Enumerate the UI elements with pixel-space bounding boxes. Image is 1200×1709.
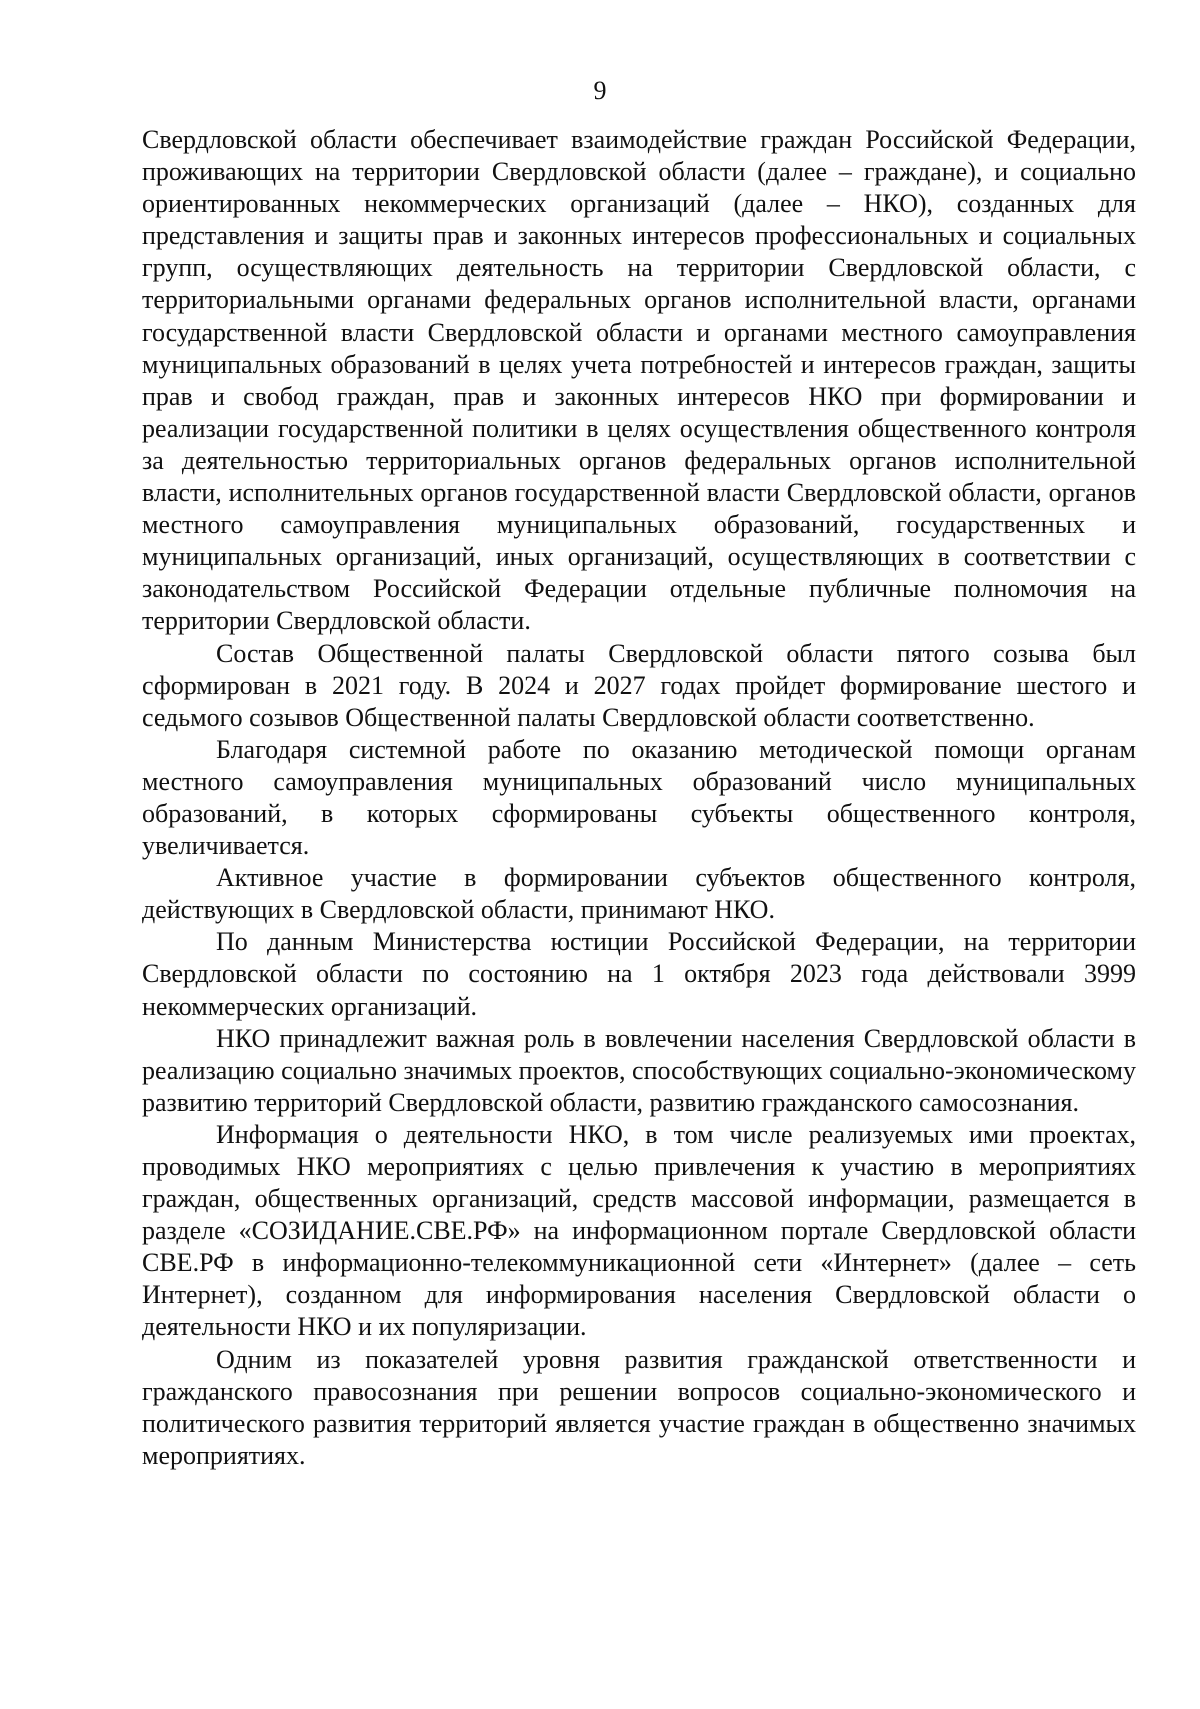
paragraph: Благодаря системной работе по оказанию методической помощи органам местного самоуправления муниципальных образований число муниципальных образований, в которых сформированы субъекты общественного контроля, увеличивается. [142,734,1136,861]
paragraph: Свердловской области обеспечивает взаимодействие граждан Российской Федерации, проживающих на территории Свердловской области (далее – граждане), и социально ориентированных некоммерческих организаций (далее – НКО), созданных для представления и защиты прав и законных интересов профессиональных и социальных групп, осуществляющих деятельность на территории Свердловской области, с территориальными органами федеральных органов исполнительной власти, органами государственной власти Свердловской области и органами местного самоуправления муниципальных образований в целях учета потребностей и интересов граждан, защиты прав и свобод граждан, прав и законных интересов НКО при формировании и реализации государственной политики в целях осуществления общественного контроля за деятельностью территориальных органов федеральных органов исполнительной власти, исполнительных органов государственной власти Свердловской области, органов местного самоуправления муниципальных образований, государственных и муниципальных организаций, иных организаций, осуществляющих в соответствии с законодательством Российской Федерации отдельные публичные полномочия на территории Свердловской области. [142,125,1136,636]
paragraph: Активное участие в формировании субъектов общественного контроля, действующих в Свердловской области, принимают НКО. [142,863,1136,925]
document-body [142,124,1136,1472]
paragraph: Одним из показателей уровня развития гражданской ответственности и гражданского правосознания при решении вопросов социально-экономического и политического развития территорий является участие граждан в общественно значимых мероприятиях. [142,1344,1136,1470]
paragraph: НКО принадлежит важная роль в вовлечении населения Свердловской области в реализацию социально значимых проектов, способствующих социально-экономическому развитию территорий Свердловской области, развитию гражданского самосознания. [142,1023,1136,1117]
paragraph: По данным Министерства юстиции Российской Федерации, на территории Свердловской области по состоянию на 1 октября 2023 года действовали 3999 некоммерческих организаций. [142,927,1136,1021]
paragraph: Состав Общественной палаты Свердловской области пятого созыва был сформирован в 2021 году. В 2024 и 2027 годах пройдет формирование шестого и седьмого созывов Общественной палаты Свердловской области соответственно. [142,638,1136,732]
paragraph: Информация о деятельности НКО, в том числе реализуемых ими проектах, проводимых НКО мероприятиях с целью привлечения к участию в мероприятиях граждан, общественных организаций, средств массовой информации, размещается в разделе «СОЗИДАНИЕ.СВЕ.РФ» на информационном портале Свердловской области СВЕ.РФ в информационно-телекоммуникационной сети «Интернет» (далее – сеть Интернет), созданном для информирования населения Свердловской области о деятельности НКО и их популяризации. [142,1119,1136,1342]
page-number: 9 [593,76,607,105]
